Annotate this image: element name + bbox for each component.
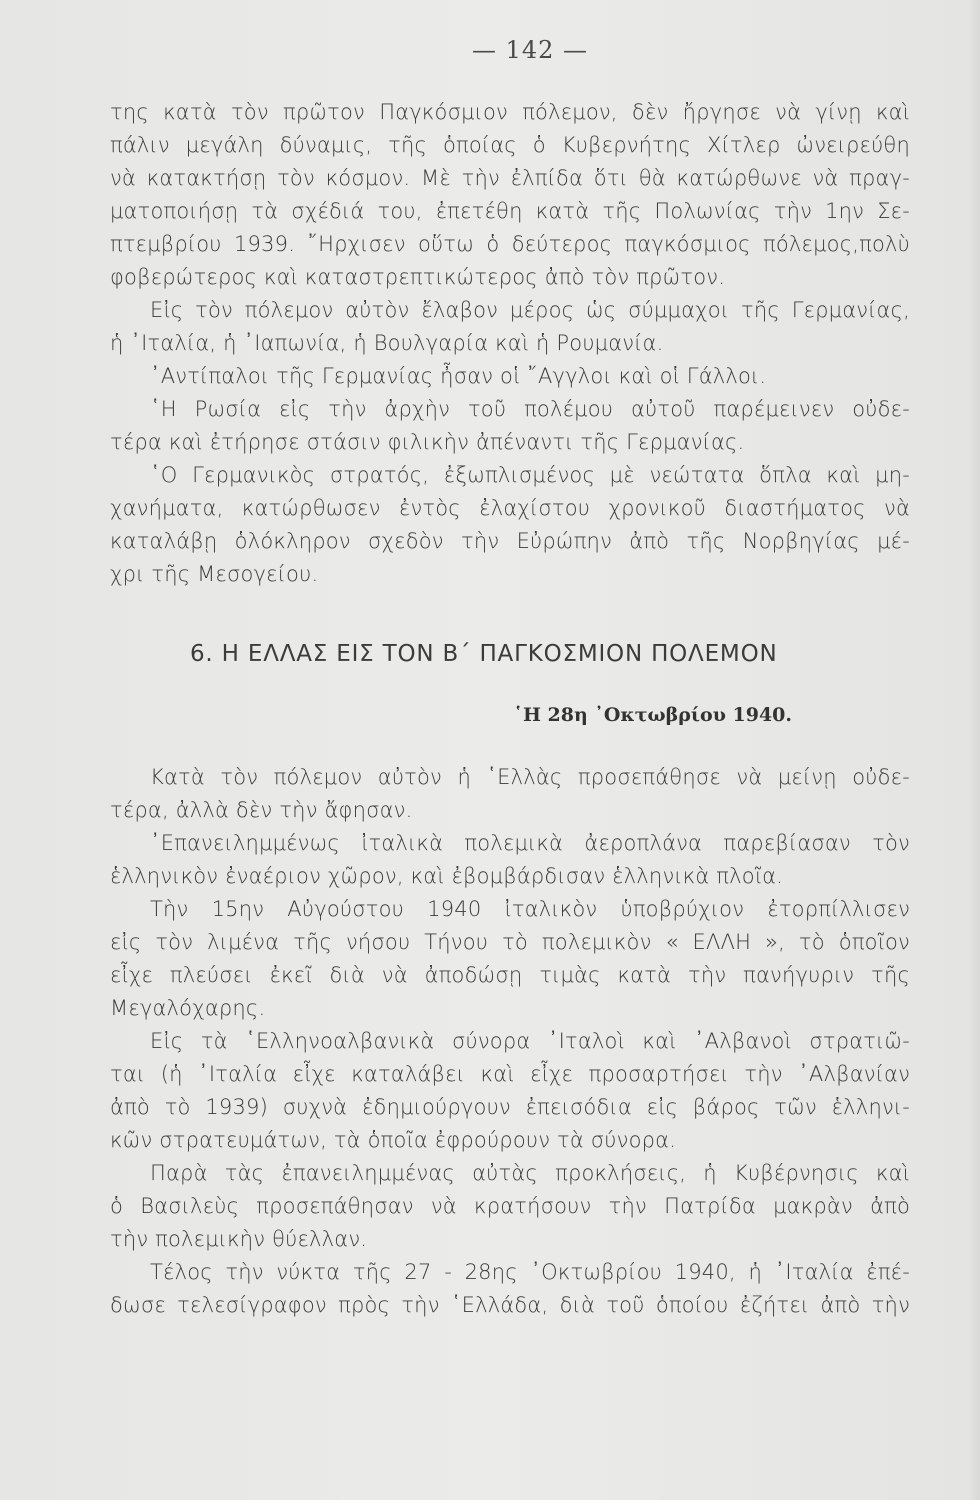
paragraph-line: ῾Η Ρωσία εἰς τὴν ἀρχὴν τοῦ πολέμου αὐτοῦ παρέμεινεν οὐδε- bbox=[150, 397, 910, 421]
paragraph-line: κῶν στρατευμάτων, τὰ ὁποῖα ἐφρούρουν τὰ σύνορα. bbox=[110, 1128, 677, 1152]
paragraph-line: νὰ κατακτήσῃ τὸν κόσμον. Μὲ τὴν ἐλπίδα ὅτι θὰ κατώρθωνε νὰ πραγ- bbox=[110, 166, 910, 190]
paragraph-line: πτεμβρίου 1939. ῎Ηρχισεν οὕτω ὁ δεύτερος παγκόσμιος πόλεμος,πολὺ bbox=[110, 232, 910, 256]
paragraph-line: Τὴν 15ην Αὐγούστου 1940 ἰταλικὸν ὑποβρύχιον ἐτορπίλλισεν bbox=[150, 897, 910, 921]
paragraph-line: ἑλληνικὸν ἐναέριον χῶρον, καὶ ἐβομβάρδισαν ἑλληνικὰ πλοῖα. bbox=[110, 864, 784, 888]
text-after-section bbox=[110, 761, 910, 1322]
paragraph-line: εἰς τὸν λιμένα τῆς νήσου Τήνου τὸ πολεμικὸν « ΕΛΛΗ », τὸ ὁποῖον bbox=[110, 930, 910, 954]
paragraph-line: Εἰς τὰ ῾Ελληνοαλβανικὰ σύνορα ᾿Ιταλοὶ καὶ ᾿Αλβανοὶ στρατιῶ- bbox=[150, 1029, 910, 1053]
paragraph-line: ματοποιήσῃ τὰ σχέδιά του, ἐπετέθη κατὰ τῆς Πολωνίας τὴν 1ην Σε- bbox=[110, 199, 910, 223]
paragraph-line: Τέλος τὴν νύκτα τῆς 27 - 28ης ᾿Οκτωβρίου 1940, ἡ ᾿Ιταλία ἐπέ- bbox=[150, 1260, 910, 1284]
paragraph-line: ᾿Αντίπαλοι τῆς Γερμανίας ἦσαν οἱ ῎Αγγλοι καὶ οἱ Γάλλοι. bbox=[150, 364, 767, 388]
text-before-section bbox=[110, 96, 910, 591]
paragraph-line: δωσε τελεσίγραφον πρὸς τὴν ῾Ελλάδα, διὰ τοῦ ὁποίου ἐζήτει ἀπὸ τὴν bbox=[110, 1293, 910, 1317]
paragraph-line: Μεγαλόχαρης. bbox=[110, 996, 266, 1020]
page-number: — 142 — bbox=[471, 36, 589, 64]
paragraph-line: Εἰς τὸν πόλεμον αὐτὸν ἔλαβον μέρος ὡς σύμμαχοι τῆς Γερμανίας, bbox=[150, 298, 910, 322]
paragraph-line: φοβερώτερος καὶ καταστρεπτικώτερος ἀπὸ τὸν πρῶτον. bbox=[110, 265, 726, 289]
paragraph-line: της κατὰ τὸν πρῶτον Παγκόσμιον πόλεμον, δὲν ἤργησε νὰ γίνῃ καὶ bbox=[110, 100, 910, 124]
paragraph-line: ὁ Βασιλεὺς προσεπάθησαν νὰ κρατήσουν τὴν Πατρίδα μακρὰν ἀπὸ bbox=[110, 1194, 910, 1218]
section-heading: 6. Η ΕΛΛΑΣ ΕΙΣ ΤΟΝ Β΄ ΠΑΓΚΟΣΜΙΟΝ ΠΟΛΕΜΟΝ bbox=[190, 641, 778, 667]
section-subheading: ῾Η 28η ᾿Οκτωβρίου 1940. bbox=[513, 704, 792, 726]
paragraph-line: ται (ἡ ᾿Ιταλία εἶχε καταλάβει καὶ εἶχε προσαρτήσει τὴν ᾿Αλβανίαν bbox=[110, 1062, 910, 1086]
paragraph-line: Κατὰ τὸν πόλεμον αὐτὸν ἡ ῾Ελλὰς προσεπάθησε νὰ μείνῃ οὐδε- bbox=[150, 765, 910, 789]
paragraph-line: τέρα καὶ ἐτήρησε στάσιν φιλικὴν ἀπέναντι τῆς Γερμανίας. bbox=[110, 430, 745, 454]
paragraph-line: ἀπὸ τὸ 1939) συχνὰ ἐδημιούργουν ἐπεισόδια εἰς βάρος τῶν ἑλληνι- bbox=[110, 1095, 910, 1119]
page-edge-shadow bbox=[968, 0, 980, 1500]
paragraph-line: χρι τῆς Μεσογείου. bbox=[110, 562, 319, 586]
paragraph-line: Παρὰ τὰς ἐπανειλημμένας αὐτὰς προκλήσεις, ἡ Κυβέρνησις καὶ bbox=[150, 1161, 910, 1185]
paragraph-line: ᾿Επανειλημμένως ἰταλικὰ πολεμικὰ ἀεροπλάνα παρεβίασαν τὸν bbox=[150, 831, 910, 855]
paragraph-line: ῾Ο Γερμανικὸς στρατός, ἐξωπλισμένος μὲ νεώτατα ὅπλα καὶ μη- bbox=[150, 463, 910, 487]
paragraph-line: ἡ ᾿Ιταλία, ἡ ᾿Ιαπωνία, ἡ Βουλγαρία καὶ ἡ Ρουμανία. bbox=[110, 331, 664, 355]
paragraph-line: χανήματα, κατώρθωσεν ἐντὸς ἐλαχίστου χρονικοῦ διαστήματος νὰ bbox=[110, 496, 910, 520]
paragraph-line: καταλάβῃ ὁλόκληρον σχεδὸν τὴν Εὐρώπην ἀπὸ τῆς Νορβηγίας μέ- bbox=[110, 529, 910, 553]
paragraph-line: τὴν πολεμικὴν θύελλαν. bbox=[110, 1227, 368, 1251]
paragraph-line: εἶχε πλεύσει ἐκεῖ διὰ νὰ ἀποδώσῃ τιμὰς κατὰ τὴν πανήγυριν τῆς bbox=[110, 963, 910, 987]
paragraph-line: πάλιν μεγάλη δύναμις, τῆς ὁποίας ὁ Κυβερνήτης Χίτλερ ὠνειρεύθη bbox=[110, 133, 910, 157]
paragraph-line: τέρα, ἀλλὰ δὲν τὴν ἄφησαν. bbox=[110, 798, 413, 822]
